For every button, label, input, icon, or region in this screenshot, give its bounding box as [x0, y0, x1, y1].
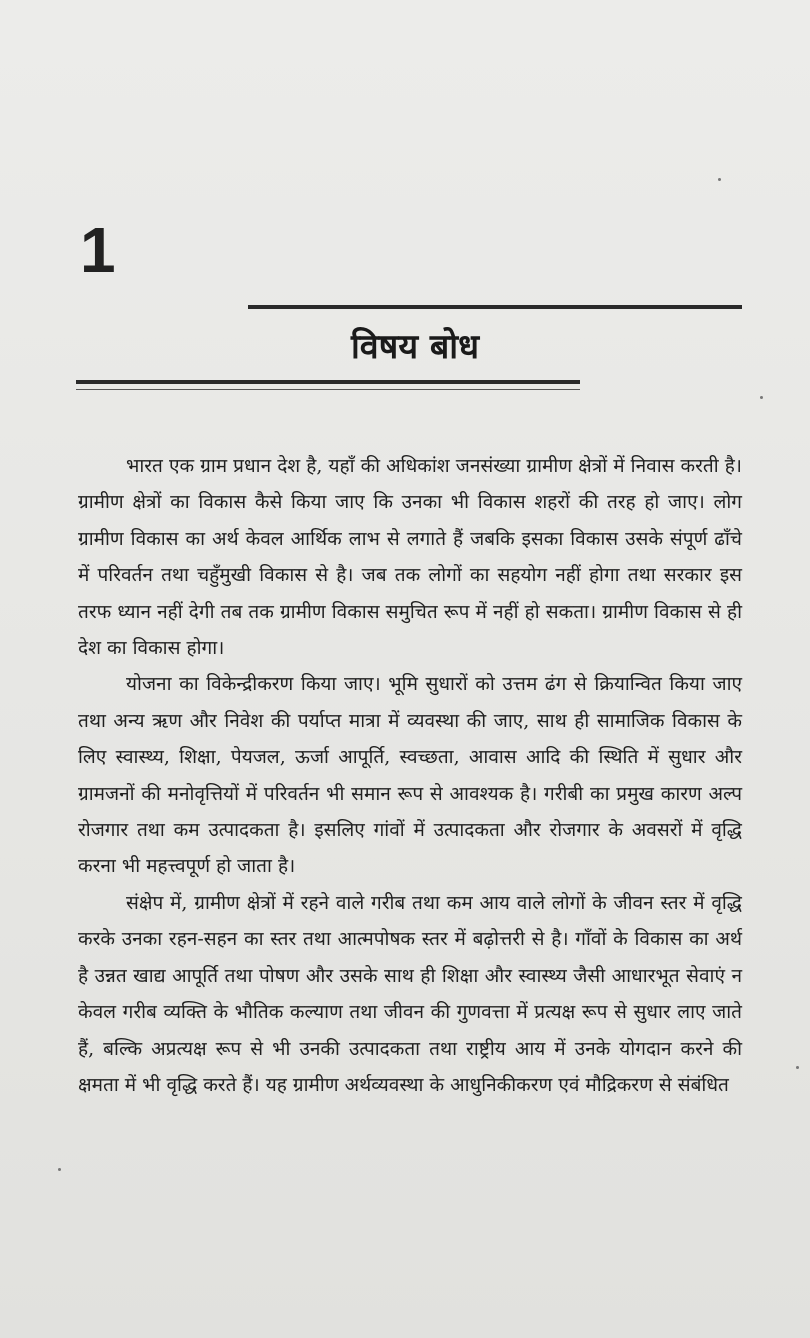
chapter-body [78, 448, 742, 1103]
paragraph-3: संक्षेप में, ग्रामीण क्षेत्रों में रहने वाले गरीब तथा कम आय वाले लोगों के जीवन स्तर में वृद्धि करके उनका रहन-सहन का स्तर तथा आत्मपोषक स्तर में बढ़ोत्तरी से है। गाँवों के विकास का अर्थ है उन्नत खाद्य आपूर्ति तथा पोषण और उसके साथ ही शिक्षा और स्वास्थ्य जैसी आधारभूत सेवाएं न केवल गरीब व्यक्ति के भौतिक कल्याण तथा जीवन की गुणवत्ता में प्रत्यक्ष रूप से सुधार लाए जाते हैं, बल्कि अप्रत्यक्ष रूप से भी उनकी उत्पादकता तथा राष्ट्रीय आय में उनके योगदान करने की क्षमता में भी वृद्धि करते हैं। यह ग्रामीण अर्थव्यवस्था के आधुनिकीकरण एवं मौद्रिकरण से संबंधित [78, 891, 742, 1096]
title-rule-top [248, 305, 742, 309]
paper-speck [718, 178, 721, 181]
title-rule-bottom-thin [76, 389, 580, 390]
paragraph-1: भारत एक ग्राम प्रधान देश है, यहाँ की अधिकांश जनसंख्या ग्रामीण क्षेत्रों में निवास करती है। ग्रामीण क्षेत्रों का विकास कैसे किया जाए कि उनका भी विकास शहरों की तरह हो जाए। लोग ग्रामीण विकास का अर्थ केवल आर्थिक लाभ से लगाते हैं जबकि इसका विकास उसके संपूर्ण ढाँचे में परिवर्तन तथा चहुँमुखी विकास से है। जब तक लोगों का सहयोग नहीं होगा तथा सरकार इस तरफ ध्यान नहीं देगी तब तक ग्रामीण विकास समुचित रूप में नहीं हो सकता। ग्रामीण विकास से ही देश का विकास होगा। [78, 455, 743, 660]
paper-speck [760, 396, 763, 399]
paper-speck [58, 1168, 61, 1171]
chapter-number: 1 [80, 214, 116, 286]
paragraph-2: योजना का विकेन्द्रीकरण किया जाए। भूमि सुधारों को उत्तम ढंग से क्रियान्वित किया जाए तथा अन्य ऋण और निवेश की पर्याप्त मात्रा में व्यवस्था की जाए, साथ ही सामाजिक विकास के लिए स्वास्थ्य, शिक्षा, पेयजल, ऊर्जा आपूर्ति, स्वच्छता, आवास आदि की स्थिति में सुधार और ग्रामजनों की मनोवृत्तियों में परिवर्तन भी समान रूप से आवश्यक है। गरीबी का प्रमुख कारण अल्प रोजगार तथा कम उत्पादकता है। इसलिए गांवों में उत्पादकता और रोजगार के अवसरों में वृद्धि करना भी महत्त्वपूर्ण हो जाता है। [78, 673, 742, 878]
title-rule-bottom [76, 380, 580, 384]
paper-speck [796, 1066, 799, 1069]
chapter-title: विषय बोध [350, 327, 480, 367]
